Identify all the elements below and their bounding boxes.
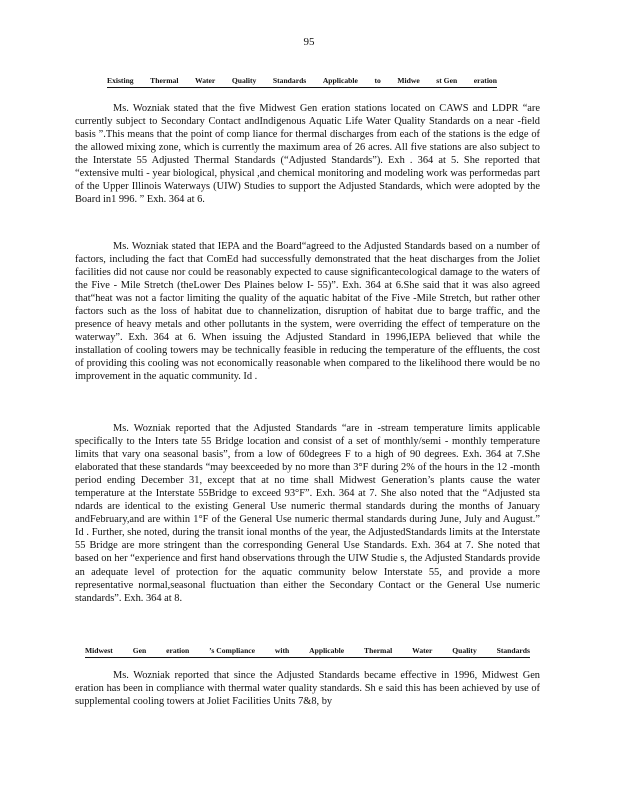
heading-word: st Gen <box>436 76 458 85</box>
heading-word: eration <box>166 646 190 655</box>
paragraph: Ms. Wozniak stated that IEPA and the Board“agreed to the Adjusted Standards based on a number of factors, including the fact that ComEd had successfully demonstrated that the heat discharges from the Joliet facilities did not cause nor could be reasonably expected to cause significantecological damage to the waters of the Five - Mile Stretch (theLower Des Plaines below I- 55)”. Exh. 364 at 6.She said that it was also agreed that“heat was not a factor limiting the quality of the aquatic habitat of the Five -Mile Stretch, but rather other factors such as the loss of habitat due to channelization, disruption of habitat due to barge traffic, and the presence of heavy metals and other pollutants in the system, were overriding the effect of temperature on the waterway”. Exh. 364 at 6. When issuing the Adjusted Standard in 1996,IEPA believed that while the installation of cooling towers may be technically feasible in reducing the temperature of the effluents, the cost of providing this cooling was not economically reasonable when compared to the likelihood there would be no improvement in the aquatic community. Id . <box>75 241 540 383</box>
heading-word: eration <box>473 76 497 85</box>
section-heading-existing-standards <box>107 76 497 88</box>
paragraph: Ms. Wozniak reported that since the Adjusted Standards became effective in 1996, Midwest Gen eration has been in compliance with thermal water quality standards. Sh e said this has been achieved by use of supplemental cooling towers at Joliet Facilities Units 7&8, by <box>75 670 540 708</box>
heading-word: Existing <box>107 76 134 85</box>
section-heading-compliance <box>85 646 530 658</box>
heading-word: to <box>374 76 381 85</box>
heading-word: Standards <box>272 76 307 85</box>
paragraph: Ms. Wozniak stated that the five Midwest Gen eration stations located on CAWS and LDPR “are currently subject to Secondary Contact andIndigenous Aquatic Life Water Quality Standards on a near -field basis ”.This means that the point of comp liance for thermal discharges from each of the stations is the edge of the allowed mixing zone, which is currently the maximum area of 26 acres. All five stations are also subject to the Interstate 55 Adjusted Thermal Standards (“Adjusted Standards”). Exh . 364 at 5. She reported that “extensive multi - year biological, physical ,and chemical monitoring and modeling work was performedas part of the Upper Illinois Waterways (UIW) Studies to support the Adjusted Standards, which were adopted by the Board in1 996. ” Exh. 364 at 6. <box>75 103 540 206</box>
heading-word: Water <box>195 76 216 85</box>
heading-word: Water <box>412 646 433 655</box>
heading-word: Applicable <box>322 76 358 85</box>
heading-word: ’s Compliance <box>209 646 256 655</box>
heading-word: with <box>274 646 290 655</box>
heading-word: Midwe <box>397 76 420 85</box>
paragraph: Ms. Wozniak reported that the Adjusted Standards “are in -stream temperature limits applicable specifically to the Inters tate 55 Bridge location and consist of a set of monthly/semi - monthly temperature limits that vary ona seasonal basis”, from a low of 60degrees F to a high of 90 degrees. Exh. 364 at 7.She elaborated that these standards “may beexceeded by no more than 3°F during 2% of the hours in the 12 -month period ending December 31, except that at no time shall Midwest Generation’s plants cause the water temperature at the Interstate 55Bridge to exceed 93°F”. Exh. 364 at 7. She also noted that the “Adjusted sta ndards are identical to the existing General Use numeric thermal standards during the months of January andFebruary,and are within 1°F of the General Use numeric thermal standards during June, July and August.” Id . Further, she noted, during the transit ional months of the year, the AdjustedStandards limits at the Interstate 55 Bridge are more stringent than the corresponding General Use Standards. Exh. 364 at 7. She noted that based on her “experience and first hand observations through the UIW Studie s, the Adjusted Standards provide an adequate level of protection for the aquatic community below Interstate 55, and provide a more representative normal,seasonal fluctuation than either the Secondary Contact or the General Use numeric standards”. Exh. 364 at 8. <box>75 423 540 604</box>
heading-word: Midwest <box>85 646 113 655</box>
heading-word: Quality <box>452 646 477 655</box>
heading-word: Quality <box>231 76 257 85</box>
heading-word: Thermal <box>150 76 179 85</box>
heading-word: Thermal <box>364 646 393 655</box>
heading-word: Applicable <box>309 646 345 655</box>
heading-word: Standards <box>496 646 530 655</box>
heading-word: Gen <box>132 646 147 655</box>
page-number: 95 <box>303 36 315 48</box>
